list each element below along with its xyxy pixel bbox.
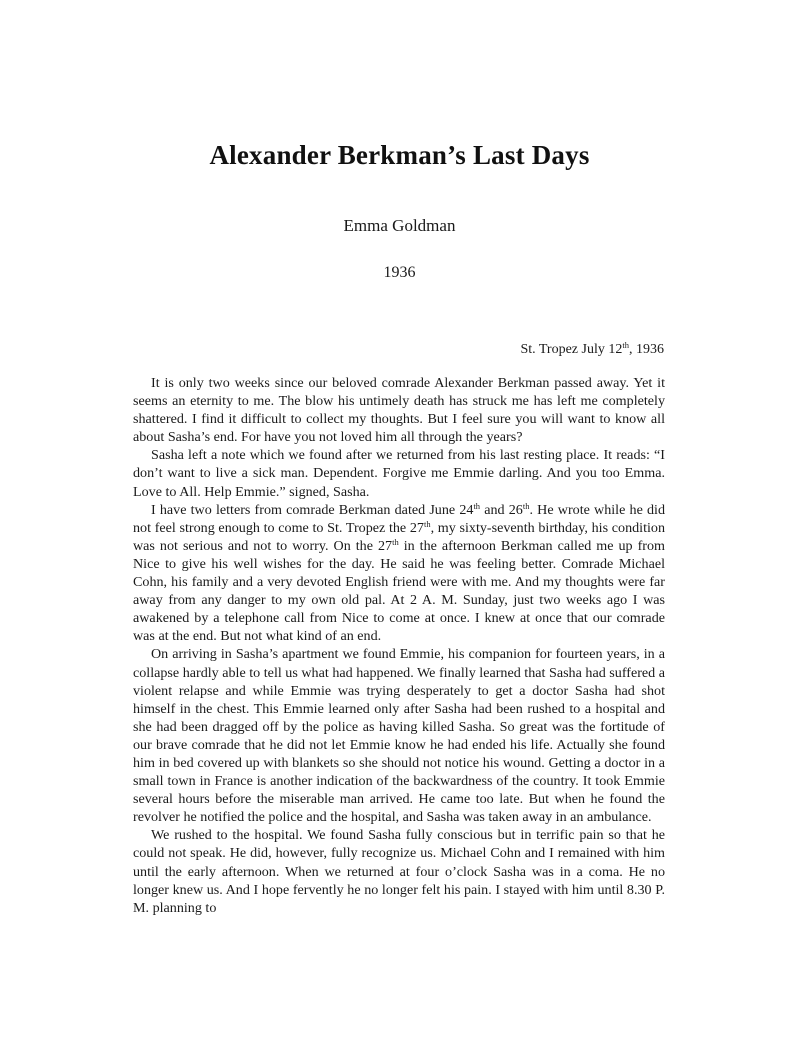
body-paragraph: [133, 501, 665, 646]
paragraph-text: . He wrote while he did not feel strong enough to come to St. Tropez the 27: [133, 501, 666, 536]
paragraph-text: I have two letters from comrade Berkman dated June 24: [151, 501, 474, 518]
paragraph-text: On arriving in Sasha’s apartment we found Emmie, his companion for fourteen years, in a collapse hardly able to tell us what had happened. We finally learned that Sasha had suffered a violent relapse and while Emmie was trying desperately to get a doctor Sasha had shot himself in the chest. This Emmie learned only after Sasha had been rushed to a hospital and she had been dragged off by the police as having killed Sasha. So great was the fortitude of our brave comrade that he did not let Emmie know he had ended his life. Actually she found him in bed covered up with blankets so she should not notice his wound. Getting a doctor in a small town in France is another indication of the backwardness of the country. It took Emmie several hours before the miserable man arrived. He came too late. But when he found the revolver he notified the police and the hospital, and Sasha was taken away in an ambulance.: [133, 646, 665, 826]
ordinal-suffix: th: [522, 500, 530, 511]
letter-dateline: [520, 342, 664, 358]
document-title: Alexander Berkman’s Last Days: [209, 140, 590, 170]
paragraph-text: Sasha left a note which we found after we returned from his last resting place. It reads: “I don’t want to live a sick man. Dependent. Forgive me Emmie darling. And you too Emma. Love to All. Help Emmie.” signed, Sasha.: [133, 447, 665, 500]
paragraph-text: and 26: [480, 501, 523, 518]
document-author: Emma Goldman: [343, 216, 456, 235]
dateline-place-month: St. Tropez July 12: [520, 342, 623, 357]
body-paragraph: [133, 826, 665, 916]
body-paragraph: [133, 374, 665, 446]
ordinal-suffix: th: [392, 536, 399, 547]
letter-body: [133, 374, 665, 917]
paragraph-text: We rushed to the hospital. We found Sasha fully conscious but in terrific pain so that he could not speak. He did, however, fully recognize us. Michael Cohn and I remained with him until the early afternoon. When we returned at four o’clock Sasha was in a coma. He no longer knew us. And I hope fervently he no longer felt his pain. I stayed with him until 8.30 P. M. planning to: [133, 827, 665, 916]
ordinal-suffix: th: [473, 500, 481, 511]
document-year: 1936: [383, 264, 416, 281]
dateline-day-suffix: th: [622, 340, 629, 350]
ordinal-suffix: th: [423, 518, 431, 529]
dateline-year: , 1936: [629, 342, 664, 357]
paragraph-text: , my sixty-seventh birthday, his condition was not serious and not to worry. On the 27: [133, 519, 665, 554]
paragraph-text: It is only two weeks since our beloved comrade Alexander Berkman passed away. Yet it seems an eternity to me. The blow his untimely death has struck me has left me completely shattered. I find it difficult to collect my thoughts. But I feel sure you will want to know all about Sasha’s end. For have you not loved him all through the years?: [133, 375, 665, 446]
paragraph-text: in the afternoon Berkman called me up from Nice to give his well wishes for the day. He said he was feeling better. Comrade Michael Cohn, his family and a very devoted English friend were with me. And my thoughts were far away from any danger to my own old pal. At 2 A. M. Sunday, just two weeks ago I was awakened by a telephone call from Nice to come at once. I knew at once that our comrade was at the end. But not what kind of an end.: [133, 537, 665, 645]
body-paragraph: [133, 446, 665, 500]
body-paragraph: [133, 645, 665, 826]
